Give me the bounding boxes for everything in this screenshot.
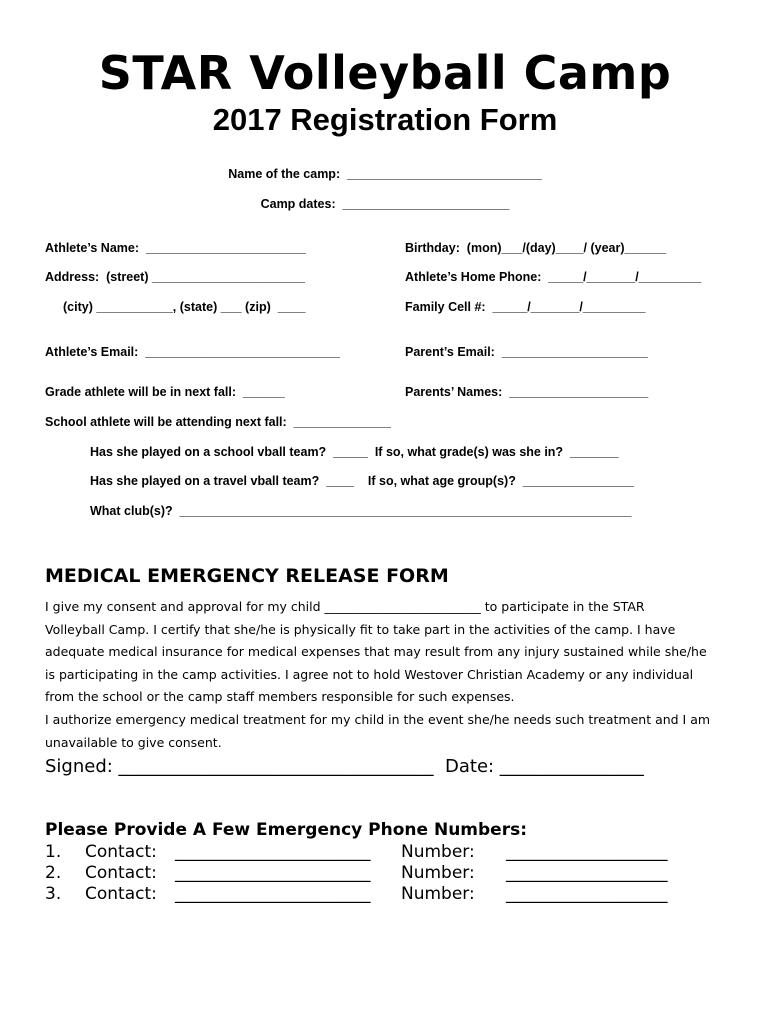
family-cell-field[interactable]: Family Cell #: _____/_______/_________: [405, 300, 646, 314]
medical-paragraph-line: from the school or the camp staff members responsible for such expenses.: [45, 689, 515, 704]
athlete-email-field[interactable]: Athlete’s Email: ____________________________: [45, 345, 340, 359]
row-number: 1.: [45, 842, 62, 862]
contact-input-line[interactable]: _______________________: [175, 884, 371, 904]
camp-dates-field[interactable]: Camp dates: ________________________: [260, 197, 510, 211]
medical-paragraph-line: I give my consent and approval for my child _________________________ to participate in the STAR: [45, 599, 645, 614]
contact-input-line[interactable]: _______________________: [175, 842, 371, 862]
contact-label: Contact:: [85, 842, 157, 862]
home-phone-field[interactable]: Athlete’s Home Phone: _____/_______/_________: [405, 270, 702, 284]
contact-label: Contact:: [85, 863, 157, 883]
travel-team-question[interactable]: Has she played on a travel vball team? ____ If so, what age group(s)? ________________: [90, 474, 635, 488]
number-label: Number:: [401, 863, 475, 883]
medical-paragraph-line: Volleyball Camp. I certify that she/he is physically fit to take part in the activities of the camp. I have: [45, 622, 676, 637]
city-state-zip-field[interactable]: (city) ___________, (state) ___ (zip) ____: [63, 300, 306, 314]
birthday-field[interactable]: Birthday: (mon)___/(day)____/ (year)______: [405, 241, 667, 255]
medical-paragraph-line: unavailable to give consent.: [45, 735, 222, 750]
parents-names-field[interactable]: Parents’ Names: ____________________: [405, 385, 649, 399]
number-input-line[interactable]: ___________________: [506, 842, 668, 862]
row-number: 2.: [45, 863, 62, 883]
athlete-name-field[interactable]: Athlete’s Name: _______________________: [45, 241, 306, 255]
grade-field[interactable]: Grade athlete will be in next fall: ______: [45, 385, 285, 399]
parent-email-field[interactable]: Parent’s Email: _____________________: [405, 345, 648, 359]
signature-date-line[interactable]: Signed: ___________________________________ Date: ________________: [45, 756, 644, 777]
medical-paragraph-line: adequate medical insurance for medical expenses that may result from any injury sustained while she/he: [45, 644, 707, 659]
address-street-field[interactable]: Address: (street) ______________________: [45, 270, 305, 284]
number-input-line[interactable]: ___________________: [506, 884, 668, 904]
number-label: Number:: [401, 842, 475, 862]
number-label: Number:: [401, 884, 475, 904]
clubs-field[interactable]: What club(s)? _________________________________________________________________: [90, 504, 632, 518]
camp-name-field[interactable]: Name of the camp: ____________________________: [228, 167, 542, 181]
emergency-heading: Please Provide A Few Emergency Phone Numbers:: [45, 820, 528, 840]
number-input-line[interactable]: ___________________: [506, 863, 668, 883]
contact-input-line[interactable]: _______________________: [175, 863, 371, 883]
contact-label: Contact:: [85, 884, 157, 904]
medical-paragraph-line: I authorize emergency medical treatment for my child in the event she/he needs such treatment and I am: [45, 712, 711, 727]
form-title: STAR Volleyball Camp: [98, 46, 672, 100]
school-team-question[interactable]: Has she played on a school vball team? _____ If so, what grade(s) was she in? _______: [90, 445, 619, 459]
medical-heading: MEDICAL EMERGENCY RELEASE FORM: [45, 565, 449, 587]
form-subtitle: 2017 Registration Form: [212, 102, 558, 137]
row-number: 3.: [45, 884, 62, 904]
school-field[interactable]: School athlete will be attending next fall: ______________: [45, 415, 391, 429]
medical-paragraph-line: is participating in the camp activities. I agree not to hold Westover Christian Academy or any individual: [45, 667, 694, 682]
